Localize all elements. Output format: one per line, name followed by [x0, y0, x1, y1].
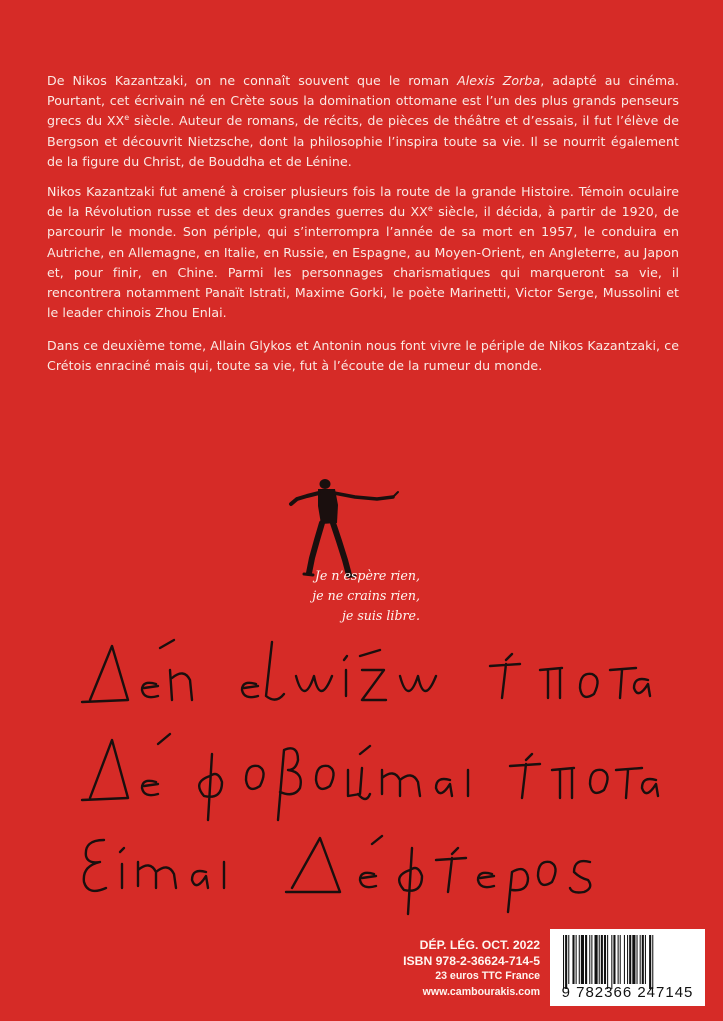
barcode-bar	[581, 935, 584, 984]
depot-legal: DÉP. LÉG. OCT. 2022	[419, 938, 540, 952]
barcode-bar	[642, 935, 644, 984]
price: 23 euros TTC France	[435, 970, 540, 983]
book-title-alexis-zorba: Alexis Zorba	[457, 73, 541, 88]
barcode-bar	[568, 935, 569, 984]
barcode-bar	[645, 935, 646, 984]
barcode-bar	[624, 935, 625, 984]
barcode-bar	[591, 935, 592, 984]
blurb-paragraph-2: Nikos Kazantzaki fut amené à croiser plusieurs fois la route de la grande Histoire. Témoin oculaire de la Révolution russe et des deux grandes guerres du XXe siècle, il décida, à partir de 1920, de parcourir le monde. Son périple, qui s’interrompra l’année de sa mort en 1957, le conduira en Autriche, en Allemagne, en Italie, en Russie, en Espagne, au Moyen-Orient, en Angleterre, au Japon et, pour finir, en Chine. Parmi les personnages charismatiques qui marqueront sa vie, il rencontrera notamment Panaït Istrati, Maxime Gorki, le poète Marinetti, Victor Serge, Mussolini et le leader chinois Zhou Enlai.	[47, 184, 679, 321]
isbn: ISBN 978-2-36624-714-5	[403, 953, 540, 968]
barcode-bar	[607, 935, 608, 989]
barcode-bar	[572, 935, 574, 984]
blurb-paragraph-3: Dans ce deuxième tome, Allain Glykos et Antonin nous font vivre le périple de Nikos Kazantzaki, ce Crétois enraciné mais qui, toute sa vie, fut à l’écoute de la rumeur du monde.	[47, 338, 679, 374]
barcode-bar	[576, 935, 577, 984]
french-quote	[230, 566, 420, 626]
legal-imprint	[403, 938, 540, 1000]
barcode-bar	[604, 935, 606, 984]
barcode-bar	[589, 935, 590, 984]
barcode-bar	[640, 935, 641, 984]
greek-handwritten-epitaph	[60, 630, 660, 920]
barcode-bar	[601, 935, 603, 984]
barcode-bar	[585, 935, 587, 984]
blurb-paragraph-1: De Nikos Kazantzaki, on ne connaît souvent que le roman Alexis Zorba, adapté au cinéma. Pourtant, cet écrivain né en Crète sous la domination ottomane est l’un des plus grands penseurs grecs du XXe siècle. Auteur de romans, de récits, de pièces de théâtre et d’essais, il fut l’élève de Bergson et découvrit Nietzsche, dont la philosophie l’inspira toute sa vie. Il se nourrit également de la figure du Christ, de Bouddha et de Lénine.	[47, 73, 679, 169]
barcode-bar	[620, 935, 621, 984]
barcode-bar	[649, 935, 651, 989]
barcode-bar	[613, 935, 615, 984]
isbn-barcode	[550, 929, 705, 1006]
dancing-man-illustration	[285, 478, 415, 580]
barcode-bar	[637, 935, 638, 984]
barcode-bar	[579, 935, 580, 984]
barcode-bar	[618, 935, 619, 984]
barcode-bar	[563, 935, 564, 989]
quote-line-3: je suis libre.	[341, 608, 420, 623]
publisher-website: www.cambourakis.com	[422, 985, 540, 998]
barcode-bar	[599, 935, 600, 984]
barcode-number: 9 782366 247145	[561, 984, 694, 1001]
barcode-bar	[565, 935, 567, 989]
barcode-bar	[611, 935, 612, 989]
barcode-bar	[632, 935, 635, 984]
quote-line-2: je ne crains rien,	[312, 588, 420, 603]
barcode-bar	[652, 935, 653, 989]
barcode-bar	[627, 935, 628, 984]
barcode-bar	[595, 935, 598, 984]
barcode-bars	[563, 935, 695, 989]
quote-line-1: Je n’espère rien,	[314, 568, 420, 583]
barcode-bar	[629, 935, 631, 984]
